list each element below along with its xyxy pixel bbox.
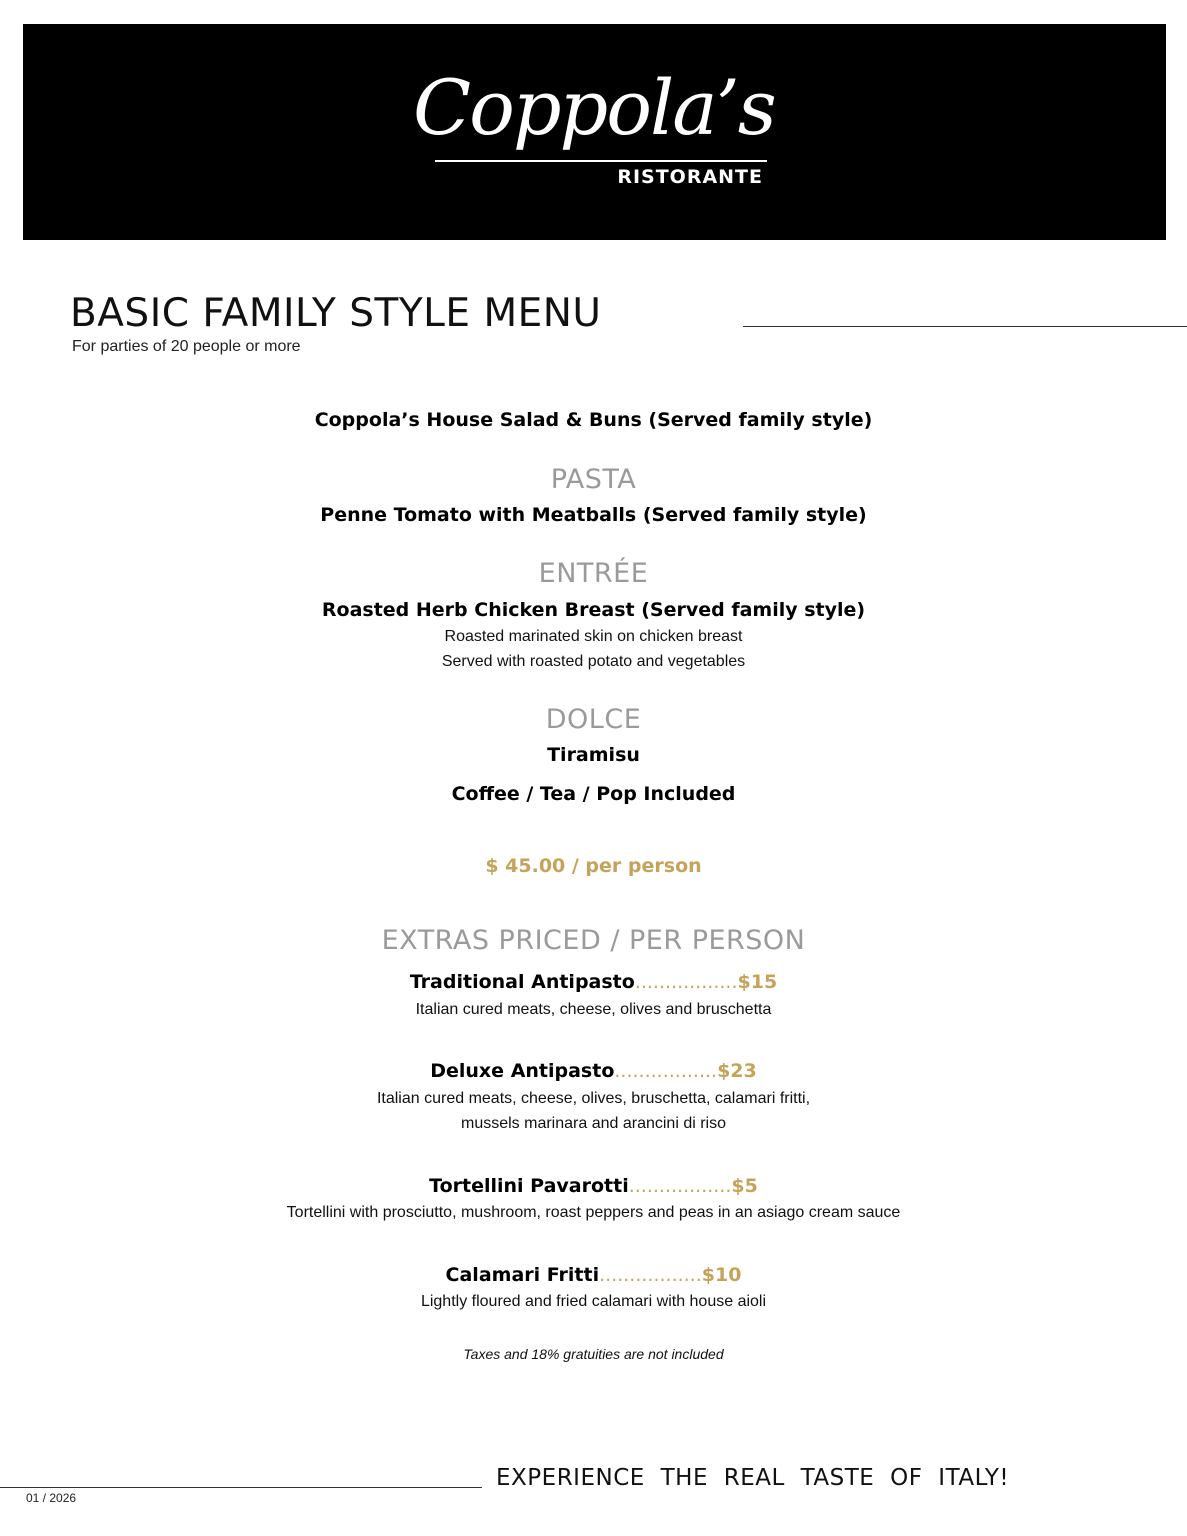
extras-heading: EXTRAS PRICED / PER PERSON [381,925,806,956]
title-rule [743,326,1187,327]
menu-title: BASIC FAMILY STYLE MENU [70,291,602,336]
extra-item-tortellini-pavarotti [0,1173,1187,1199]
dot-leader: ................. [634,971,738,993]
extra-item-description: mussels marinara and arancini di riso [461,1115,726,1132]
extra-item-name: Traditional Antipasto [409,971,635,993]
dot-leader: ................. [599,1264,702,1286]
extra-item-name: Calamari Fritti [445,1264,600,1286]
pasta-item: Penne Tomato with Meatballs (Served family style) [320,504,867,526]
entree-heading: ENTRÉE [538,558,649,589]
extra-item-name: Tortellini Pavarotti [429,1175,629,1197]
logo-wordmark: Coppola’s [413,63,775,152]
salad-item: Coppola’s House Salad & Buns (Served family style) [314,409,873,431]
menu-subtitle: For parties of 20 people or more [72,338,301,355]
dolce-heading: DOLCE [545,704,642,735]
dot-leader: ................. [628,1175,732,1197]
extra-item-calamari-fritti [0,1262,1187,1288]
drinks-included: Coffee / Tea / Pop Included [451,783,736,805]
extra-item-deluxe-antipasto [0,1058,1187,1084]
footer-rule [0,1487,482,1488]
pasta-heading: PASTA [550,464,637,495]
extra-item-description: Lightly floured and fried calamari with house aioli [420,1293,767,1310]
menu-date: 01 / 2026 [26,1491,77,1505]
extra-item-name: Deluxe Antipasto [430,1060,615,1082]
logo-subtitle: RISTORANTE [617,166,763,188]
extra-item-description: Tortellini with prosciutto, mushroom, roast peppers and peas in an asiago cream sauce [286,1204,901,1221]
extra-item-price: $10 [701,1264,742,1286]
restaurant-logo [413,58,773,198]
taxes-note: Taxes and 18% gratuities are not included [463,1346,724,1362]
extra-item-description: Italian cured meats, cheese, olives and bruschetta [415,1001,772,1018]
extra-item-price: $23 [717,1060,757,1082]
entree-description-line-1: Roasted marinated skin on chicken breast [444,628,743,645]
extra-item-traditional-antipasto [0,969,1187,995]
extra-item-price: $15 [737,971,778,993]
extra-item-description: Italian cured meats, cheese, olives, bruschetta, calamari fritti, [376,1090,811,1107]
logo-rule [435,160,767,162]
dot-leader: ................. [614,1060,718,1082]
extra-item-price: $5 [731,1175,758,1197]
footer-tagline: EXPERIENCE THE REAL TASTE OF ITALY! [496,1465,1010,1491]
entree-item: Roasted Herb Chicken Breast (Served family style) [321,599,866,621]
dolce-item: Tiramisu [547,744,640,766]
per-person-price: $ 45.00 / per person [485,855,702,877]
entree-description-line-2: Served with roasted potato and vegetables [441,653,746,670]
